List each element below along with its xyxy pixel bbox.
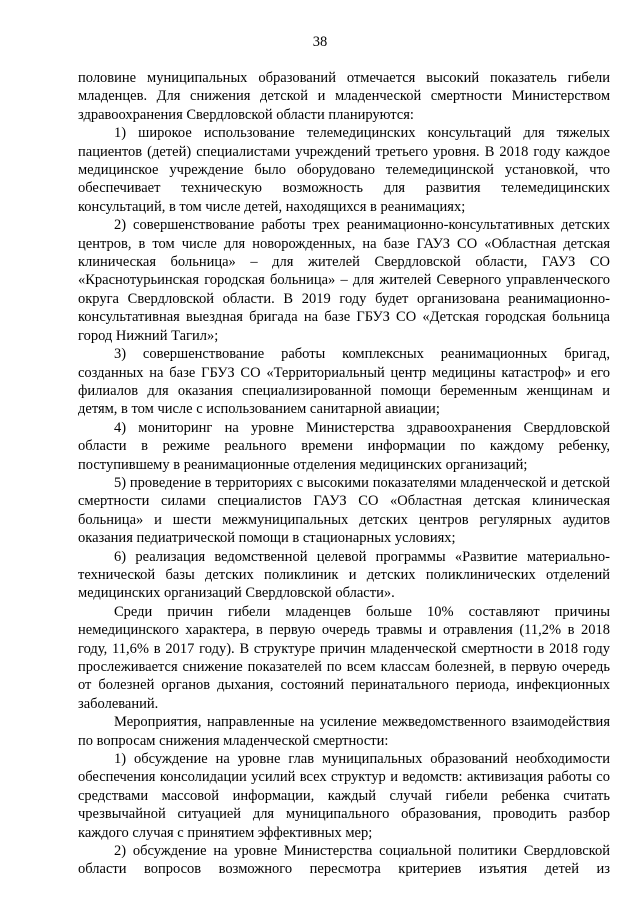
paragraph: Мероприятия, направленные на усиление межведомственного взаимодействия по вопросам снижения младенческой смертности: [78, 714, 610, 749]
paragraph: 4) мониторинг на уровне Министерства здравоохранения Свердловской области в режиме реального времени информации по каждому ребенку, поступившему в реанимационные отделения медицинских организаций; [78, 419, 610, 473]
paragraph: 1) обсуждение на уровне глав муниципальных образований необходимости обеспечения консолидации усилий всех структур и ведомств: активизация работы со средствами массовой информации, каждый случай гибели ребенка считать чрезвычайной ситуацией для муниципального образования, проводить разбор каждого случая с принятием эффективных мер; [78, 751, 610, 841]
page-number: 38 [312, 34, 328, 50]
body-text [78, 69, 610, 879]
paragraph: 5) проведение в территориях с высокими показателями младенческой и детской смертности силами специалистов ГАУЗ СО «Областная детская клиническая больница» и шести межмуниципальных детских центров регулярных аудитов оказания педиатрической помощи в стационарных условиях; [78, 474, 610, 547]
paragraph: 3) совершенствование работы комплексных реанимационных бригад, созданных на базе ГБУЗ СО «Территориальный центр медицины катастроф» и его филиалов для оказания специализированной помощи беременным женщинам и детям, в том числе с использованием санитарной авиации; [78, 346, 610, 418]
paragraph: Среди причин гибели младенцев больше 10% составляют причины немедицинского характера, в первую очередь травмы и отравления (11,2% в 2018 году, 11,6% в 2017 году). В структуре причин младенческой смертности в 2018 году прослеживается снижение показателей по всем классам болезней, в первую очередь от болезней органов дыхания, состояний перинатального периода, инфекционных заболеваний. [78, 603, 610, 712]
paragraph: 2) совершенствование работы трех реанимационно-консультативных детских центров, в том числе для новорожденных, на базе ГАУЗ СО «Областная детская клиническая больница» – для жителей Свердловской области, ГАУЗ СО «Краснотурьинская городская больница» – для жителей Северного управленческого округа Свердловской области. В 2019 году будет организована реанимационно-консультативная выездная бригада на базе ГБУЗ СО «Детская городская больница город Нижний Тагил»; [78, 217, 610, 344]
paragraph: половине муниципальных образований отмечается высокий показатель гибели младенцев. Для снижения детской и младенческой смертности Министерством здравоохранения Свердловской области планируются: [78, 70, 610, 123]
paragraph: 6) реализация ведомственной целевой программы «Развитие материально-технической базы детских поликлиник и детских поликлинических отделений медицинских организаций Свердловской области». [78, 548, 610, 602]
paragraph: 1) широкое использование телемедицинских консультаций для тяжелых пациентов (детей) специалистами учреждений третьего уровня. В 2018 году каждое медицинское учреждение было оборудовано телемедицинской установкой, что обеспечивает техническую возможность для развития телемедицинских консультаций, в том числе детей, находящихся в реанимациях; [78, 125, 610, 215]
paragraph: 2) обсуждение на уровне Министерства социальной политики Свердловской области вопросов возможного пересмотра критериев изъятия детей из [78, 843, 610, 878]
